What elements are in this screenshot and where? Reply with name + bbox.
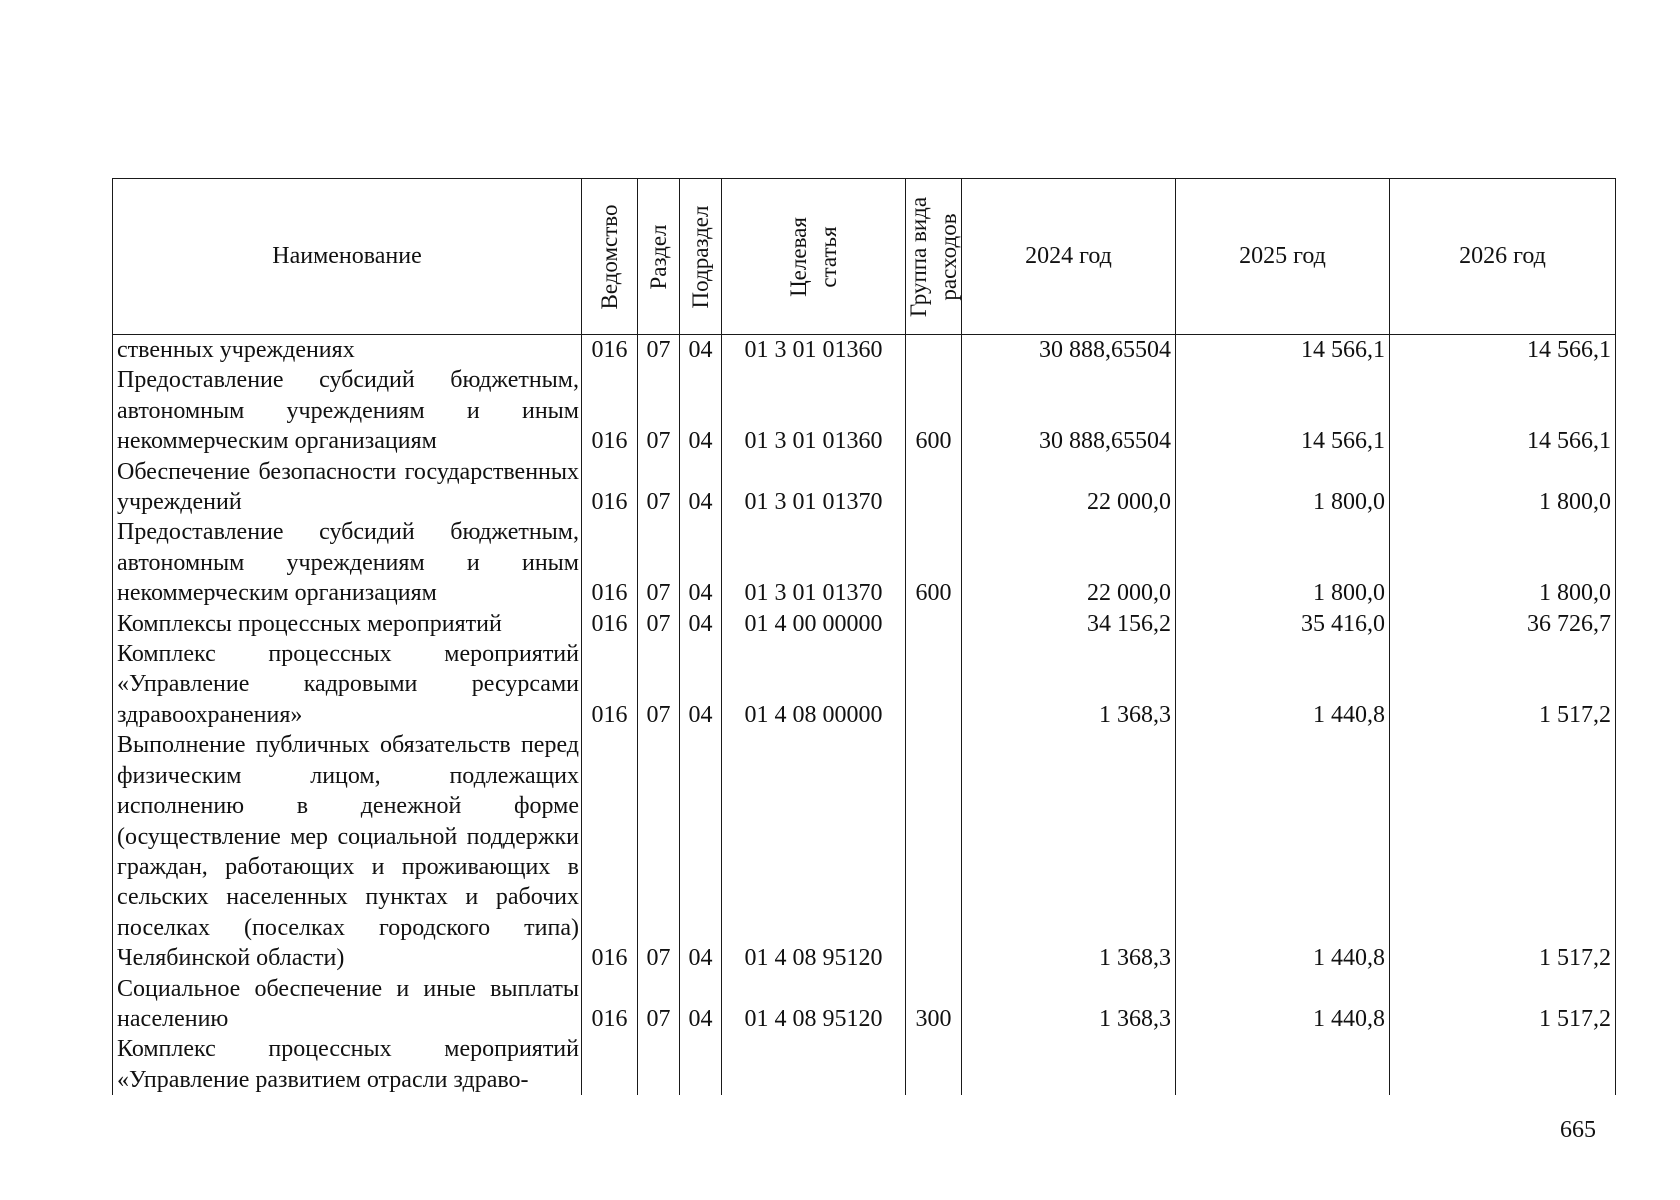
header-podrazdel: Подраздел <box>680 179 722 335</box>
cell-gruppa: 600 <box>906 365 962 456</box>
cell-tselevaya-statya: 01 4 00 00000 <box>722 609 906 639</box>
cell-razdel: 07 <box>638 730 680 973</box>
cell-2025: 1 440,8 <box>1176 730 1390 973</box>
cell-gruppa <box>906 730 962 973</box>
cell-gruppa <box>906 639 962 730</box>
cell-name: Комплексы процессных мероприятий <box>113 609 582 639</box>
cell-2025: 1 800,0 <box>1176 457 1390 518</box>
cell-razdel: 07 <box>638 517 680 608</box>
cell-razdel: 07 <box>638 639 680 730</box>
cell-name: Комплекс процессных мероприятий «Управление кадровыми ресурсами здравоохранения» <box>113 639 582 730</box>
cell-name: ственных учреждениях <box>113 335 582 366</box>
cell-razdel: 07 <box>638 974 680 1035</box>
cell-vedomstvo: 016 <box>582 609 638 639</box>
table-row <box>113 457 1616 518</box>
table-header-row <box>113 179 1616 335</box>
cell-2026: 1 517,2 <box>1390 974 1616 1035</box>
cell-2025: 1 440,8 <box>1176 974 1390 1035</box>
header-vedomstvo: Ведомство <box>582 179 638 335</box>
cell-2025: 14 566,1 <box>1176 365 1390 456</box>
cell-vedomstvo: 016 <box>582 974 638 1035</box>
cell-podrazdel: 04 <box>680 365 722 456</box>
cell-tselevaya-statya: 01 3 01 01370 <box>722 457 906 518</box>
cell-gruppa: 600 <box>906 517 962 608</box>
cell-podrazdel: 04 <box>680 335 722 366</box>
cell-2026: 14 566,1 <box>1390 365 1616 456</box>
cell-podrazdel: 04 <box>680 517 722 608</box>
header-tselevaya-statya: Целевая статья <box>722 179 906 335</box>
cell-tselevaya-statya: 01 4 08 00000 <box>722 639 906 730</box>
cell-2024: 1 368,3 <box>962 730 1176 973</box>
cell-vedomstvo: 016 <box>582 517 638 608</box>
cell-razdel: 07 <box>638 457 680 518</box>
table-row <box>113 517 1616 608</box>
cell-2024: 22 000,0 <box>962 517 1176 608</box>
cell-vedomstvo: 016 <box>582 365 638 456</box>
table-row <box>113 335 1616 366</box>
cell-vedomstvo: 016 <box>582 730 638 973</box>
header-gruppa-vida-rashodov: Группа вида расходов <box>906 179 962 335</box>
budget-table-sheet <box>112 178 1615 1113</box>
cell-tselevaya-statya: 01 3 01 01370 <box>722 517 906 608</box>
budget-table <box>112 178 1616 1095</box>
cell-name: Обеспечение безопасности государственных учреждений <box>113 457 582 518</box>
cell-2026: 1 517,2 <box>1390 639 1616 730</box>
header-razdel: Раздел <box>638 179 680 335</box>
table-row <box>113 1034 1616 1095</box>
cell-vedomstvo: 016 <box>582 335 638 366</box>
table-row <box>113 609 1616 639</box>
header-year-2026: 2026 год <box>1390 179 1616 335</box>
cell-2024: 30 888,65504 <box>962 335 1176 366</box>
cell-2026: 36 726,7 <box>1390 609 1616 639</box>
cell-razdel: 07 <box>638 609 680 639</box>
cell-2024: 1 368,3 <box>962 639 1176 730</box>
cell-2026 <box>1390 1034 1616 1095</box>
cell-name: Комплекс процессных мероприятий «Управление развитием отрасли здраво- <box>113 1034 582 1095</box>
cell-razdel: 07 <box>638 335 680 366</box>
cell-2026: 1 517,2 <box>1390 730 1616 973</box>
cell-razdel: 07 <box>638 365 680 456</box>
cell-2026: 1 800,0 <box>1390 457 1616 518</box>
cell-2025: 35 416,0 <box>1176 609 1390 639</box>
cell-name: Предоставление субсидий бюджетным, автономным учреждениям и иным некоммерческим организациям <box>113 365 582 456</box>
page-number: 665 <box>1560 1117 1596 1143</box>
cell-gruppa <box>906 609 962 639</box>
cell-tselevaya-statya: 01 4 08 95120 <box>722 974 906 1035</box>
cell-2024: 34 156,2 <box>962 609 1176 639</box>
cell-2026: 14 566,1 <box>1390 335 1616 366</box>
header-year-2025: 2025 год <box>1176 179 1390 335</box>
cell-2024 <box>962 1034 1176 1095</box>
cell-2026: 1 800,0 <box>1390 517 1616 608</box>
cell-tselevaya-statya: 01 4 08 95120 <box>722 730 906 973</box>
table-row <box>113 639 1616 730</box>
table-row <box>113 974 1616 1035</box>
cell-2025: 1 440,8 <box>1176 639 1390 730</box>
cell-tselevaya-statya: 01 3 01 01360 <box>722 365 906 456</box>
cell-vedomstvo: 016 <box>582 639 638 730</box>
cell-vedomstvo <box>582 1034 638 1095</box>
cell-2024: 30 888,65504 <box>962 365 1176 456</box>
cell-gruppa <box>906 335 962 366</box>
header-name: Наименование <box>113 179 582 335</box>
cell-name: Предоставление субсидий бюджетным, автономным учреждениям и иным некоммерческим организациям <box>113 517 582 608</box>
table-row <box>113 365 1616 456</box>
cell-razdel <box>638 1034 680 1095</box>
cell-2024: 22 000,0 <box>962 457 1176 518</box>
cell-name: Социальное обеспечение и иные выплаты населению <box>113 974 582 1035</box>
cell-gruppa <box>906 1034 962 1095</box>
cell-tselevaya-statya: 01 3 01 01360 <box>722 335 906 366</box>
header-year-2024: 2024 год <box>962 179 1176 335</box>
cell-podrazdel: 04 <box>680 730 722 973</box>
cell-2025: 14 566,1 <box>1176 335 1390 366</box>
cell-podrazdel <box>680 1034 722 1095</box>
cell-2025: 1 800,0 <box>1176 517 1390 608</box>
cell-podrazdel: 04 <box>680 974 722 1035</box>
cell-2024: 1 368,3 <box>962 974 1176 1035</box>
cell-name: Выполнение публичных обязательств перед физическим лицом, подлежащих исполнению в денежной форме (осуществление мер социальной поддержки граждан, работающих и проживающих в сельских населенных пунктах и рабочих поселках (поселках городского типа) Челябинской области) <box>113 730 582 973</box>
cell-gruppa: 300 <box>906 974 962 1035</box>
cell-tselevaya-statya <box>722 1034 906 1095</box>
cell-podrazdel: 04 <box>680 639 722 730</box>
cell-podrazdel: 04 <box>680 457 722 518</box>
table-row <box>113 730 1616 973</box>
cell-vedomstvo: 016 <box>582 457 638 518</box>
cell-2025 <box>1176 1034 1390 1095</box>
cell-gruppa <box>906 457 962 518</box>
cell-podrazdel: 04 <box>680 609 722 639</box>
